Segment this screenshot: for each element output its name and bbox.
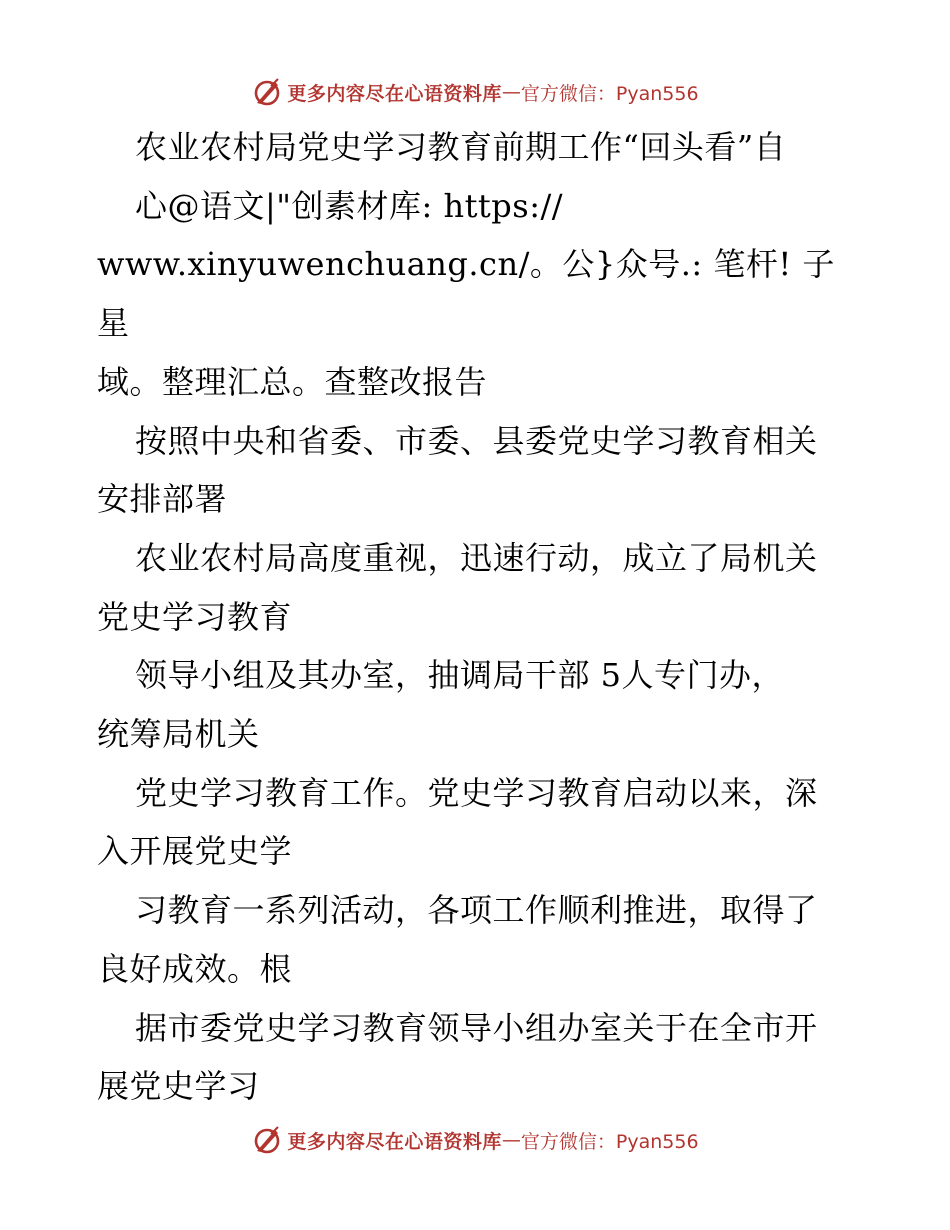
footer-watermark-banner [0,1120,950,1160]
quill-pen-logo-icon [251,1124,283,1156]
body-line: 党史学习教育 [97,597,293,636]
banner-dash: — [501,1129,521,1151]
banner-wechat: 官方微信：Pyan556 [520,1130,699,1153]
banner-wechat: 官方微信：Pyan556 [520,82,699,105]
body-line: 按照中央和省委、市委、县委党史学习教育相关 [135,421,818,460]
body-line: 农业农村局高度重视，迅速行动，成立了局机关 [135,538,818,577]
body-line: 良好成效。根 [97,949,293,988]
banner-dash: — [501,81,521,103]
body-line: 安排部署 [97,480,228,519]
body-line: www.xinyuwenchuang.cn/。公}众号.: 笔杆! 子星 [97,245,835,343]
quill-pen-logo-icon [251,76,283,108]
document-body [97,118,857,1116]
body-line: 党史学习教育工作。党史学习教育启动以来，深 [135,773,818,812]
header-watermark-banner [0,72,950,112]
body-line: 心@语文|"创素材库: https:// [135,186,564,225]
body-line: 入开展党史学 [97,832,293,871]
body-line: 习教育一系列活动，各项工作顺利推进，取得了 [135,891,818,930]
body-line: 展党史学习 [97,1067,260,1106]
body-line: 统筹局机关 [97,715,260,754]
banner-title: 更多内容尽在心语资料库 [287,82,502,105]
body-line: 农业农村局党史学习教育前期工作“回头看”自 [135,128,787,166]
body-line: 域。整理汇总。查整改报告 [97,362,488,401]
banner-title: 更多内容尽在心语资料库 [287,1130,502,1153]
body-line: 据市委党史学习教育领导小组办室关于在全市开 [135,1008,818,1047]
body-line: 领导小组及其办室，抽调局干部 5人专门办， [135,656,785,695]
